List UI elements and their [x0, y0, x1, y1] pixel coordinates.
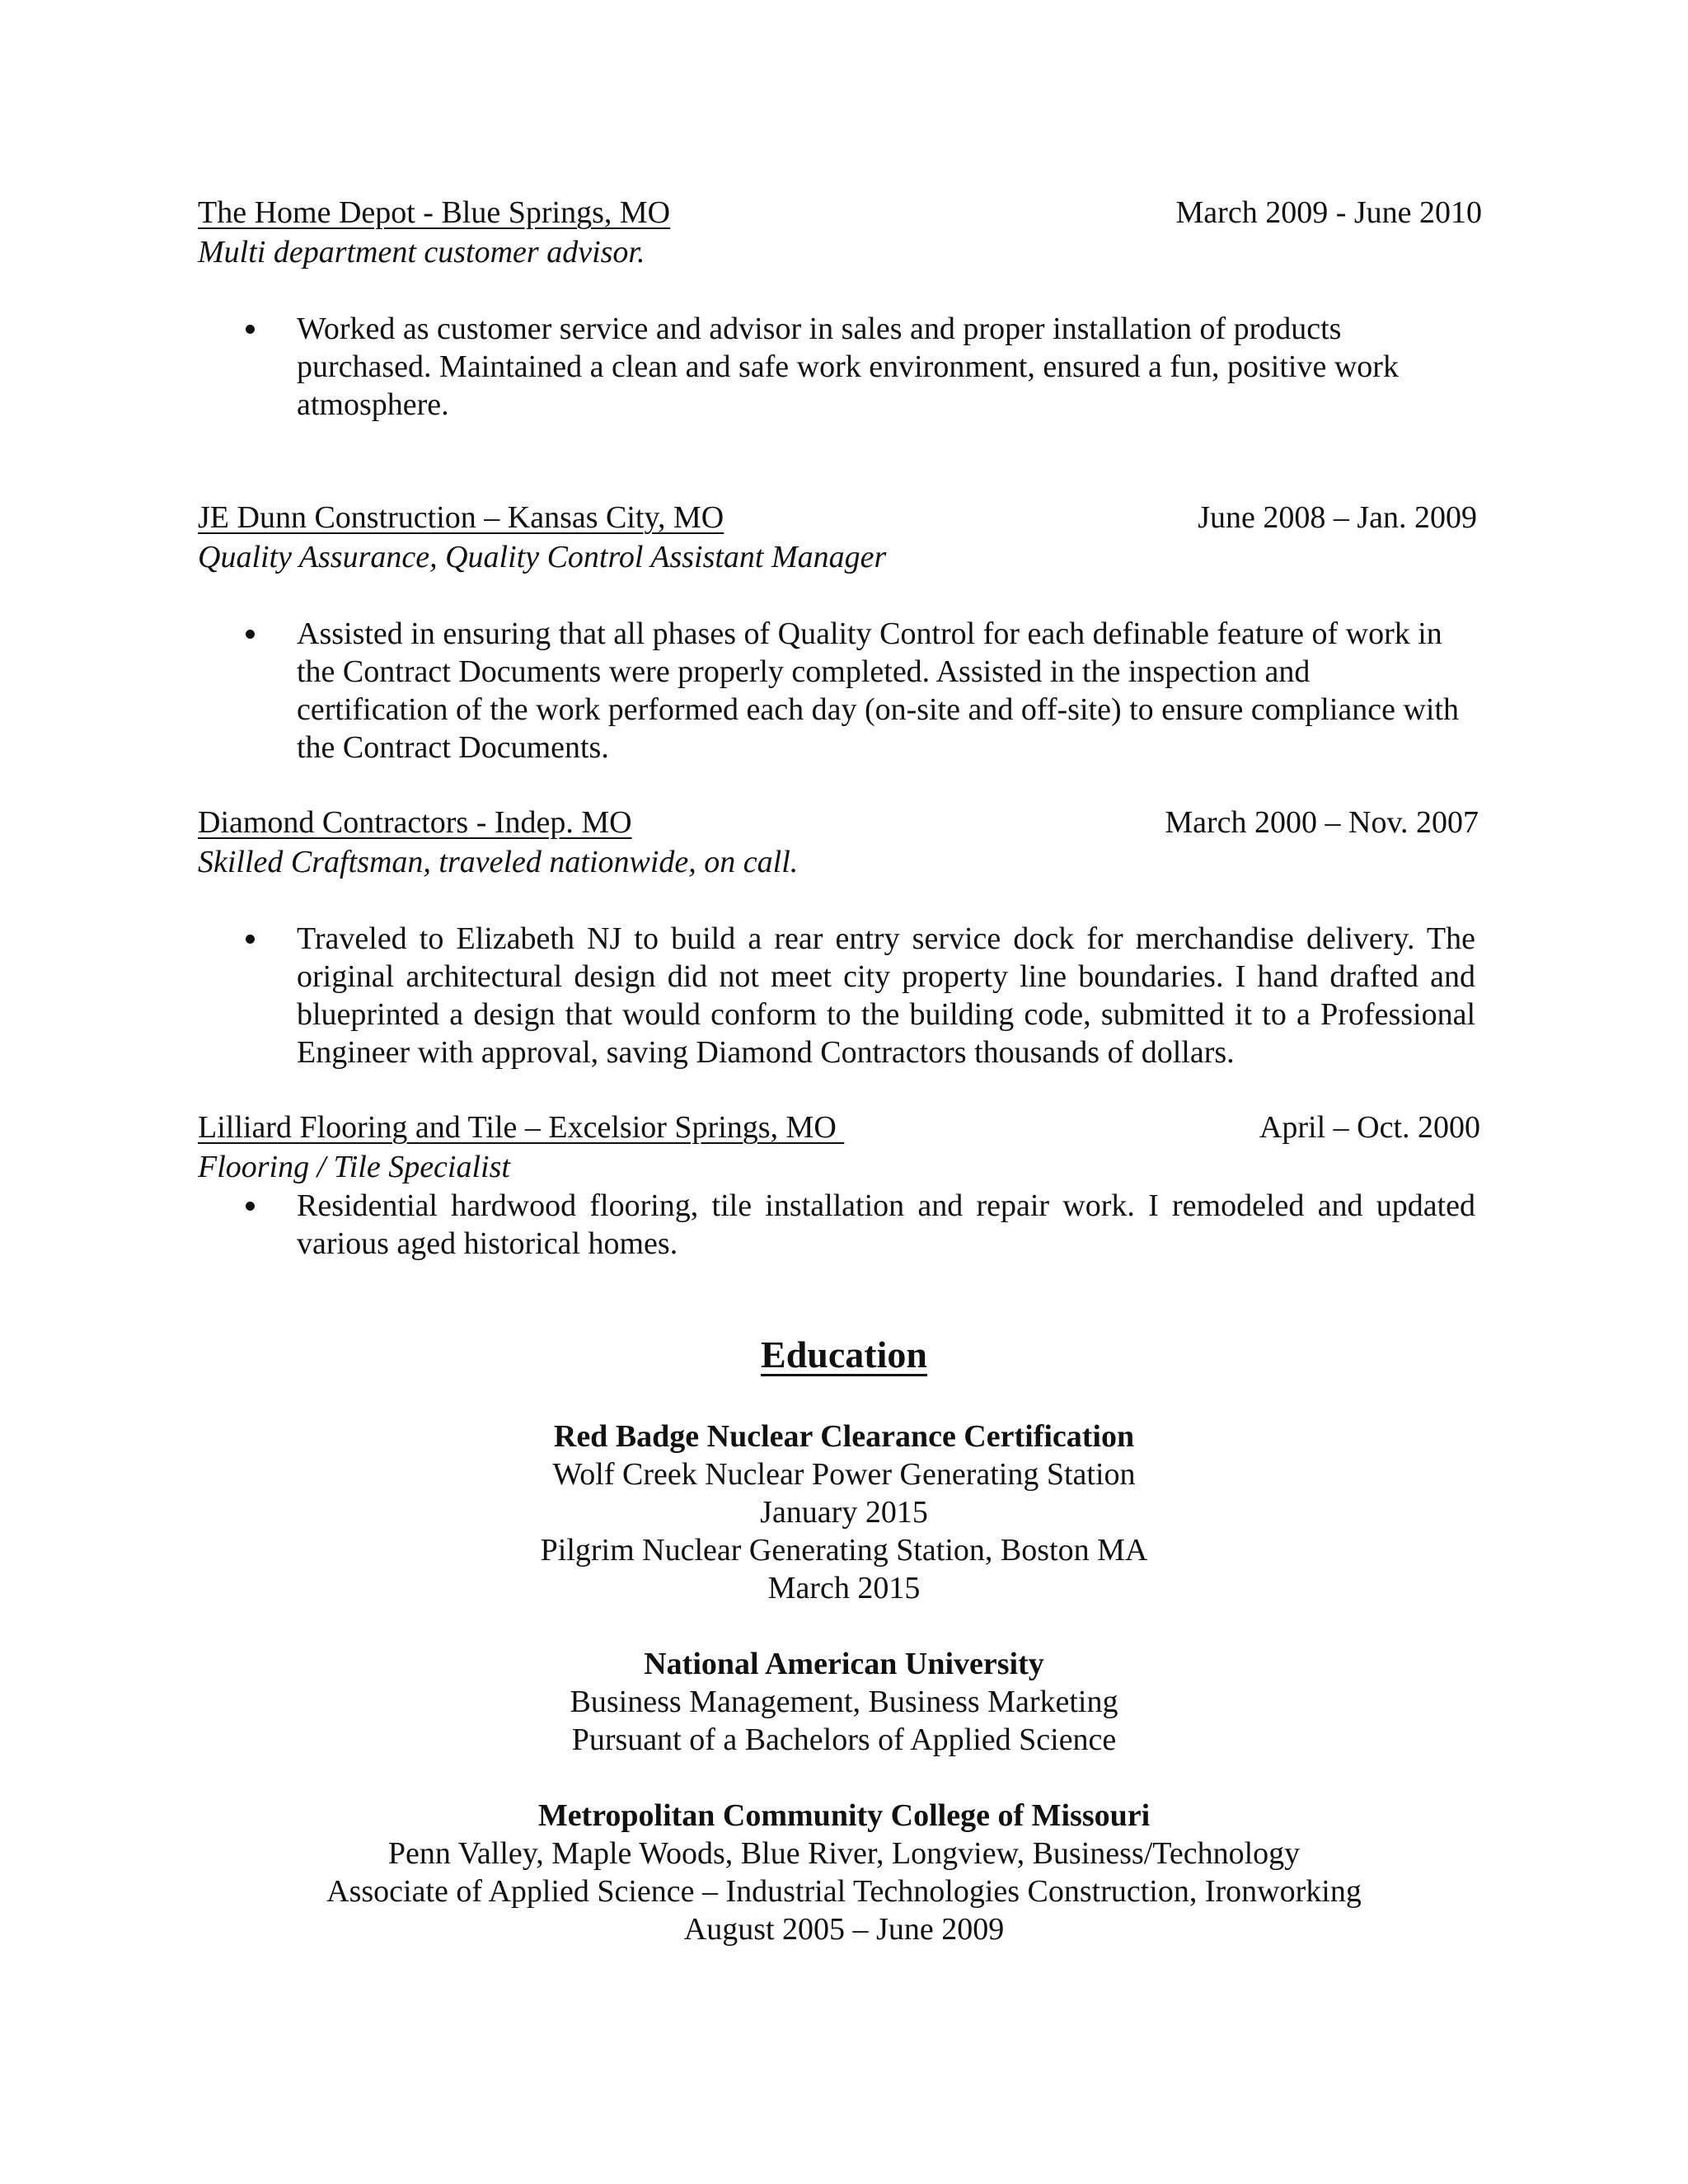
bullet-text: Residential hardwood flooring, tile installation and repair work. I remodeled and updated various aged historical homes.	[297, 1188, 1475, 1261]
job-role: Quality Assurance, Quality Control Assistant Manager	[198, 540, 887, 574]
education-line: March 2015	[767, 1571, 921, 1605]
bullet-text: Traveled to Elizabeth NJ to build a rear entry service dock for merchandise delivery. The original architectural design did not meet city property line boundaries. I hand drafted and blueprinted a design that would conform to the building code, submitted it to a Professional Engineer with approval, saving Diamond Contractors thousands of dollars.	[297, 921, 1475, 1070]
education-line: Business Management, Business Marketing	[570, 1685, 1118, 1719]
job-role: Multi department customer advisor.	[198, 235, 645, 269]
education-line: January 2015	[760, 1495, 928, 1530]
bullet-text: Worked as customer service and advisor in sales and proper installation of products purchased. Maintained a clean and safe work environment, ensured a fun, positive work atmosphere.	[297, 312, 1399, 422]
job-entry-home-depot	[198, 193, 1482, 424]
job-bullets	[198, 1187, 1475, 1263]
job-header	[198, 1108, 1480, 1147]
employment-dates: June 2008 – Jan. 2009	[1198, 500, 1477, 535]
company-name: The Home Depot - Blue Springs, MO	[198, 195, 671, 230]
education-line: Pilgrim Nuclear Generating Station, Boston MA	[540, 1533, 1148, 1568]
education-line: Associate of Applied Science – Industrial Technologies Construction, Ironworking	[326, 1874, 1362, 1909]
job-header	[198, 498, 1475, 537]
education-entry	[0, 1797, 1688, 1948]
job-header	[198, 803, 1479, 842]
job-header	[198, 193, 1482, 232]
bullet-icon	[246, 935, 255, 944]
bullet-item	[198, 310, 1475, 424]
education-line: Penn Valley, Maple Woods, Blue River, Longview, Business/Technology	[387, 1836, 1301, 1871]
job-bullets	[198, 615, 1475, 766]
education-section	[0, 1330, 1688, 1948]
bullet-item	[198, 615, 1475, 766]
job-entry-je-dunn	[198, 498, 1475, 766]
institution-name: National American University	[644, 1647, 1044, 1681]
job-bullets	[198, 310, 1475, 424]
employment-dates: March 2009 - June 2010	[1175, 195, 1482, 230]
bullet-icon	[246, 630, 255, 639]
education-entry	[0, 1418, 1688, 1607]
company-name: Diamond Contractors - Indep. MO	[198, 805, 632, 840]
institution-name: Red Badge Nuclear Clearance Certification	[553, 1419, 1135, 1454]
bullet-item	[198, 920, 1475, 1071]
job-role: Flooring / Tile Specialist	[198, 1150, 510, 1184]
education-entry	[0, 1645, 1688, 1759]
education-line: August 2005 – June 2009	[683, 1912, 1005, 1947]
job-role: Skilled Craftsman, traveled nationwide, on call.	[198, 845, 799, 879]
job-entry-lilliard-flooring	[198, 1108, 1480, 1263]
job-bullets	[198, 920, 1475, 1071]
bullet-item	[198, 1187, 1475, 1263]
employment-dates: April – Oct. 2000	[1259, 1110, 1480, 1145]
employment-dates: March 2000 – Nov. 2007	[1165, 805, 1479, 840]
education-line: Wolf Creek Nuclear Power Generating Station	[552, 1457, 1136, 1492]
job-entry-diamond-contractors	[198, 803, 1479, 1071]
institution-name: Metropolitan Community College of Missouri	[537, 1798, 1151, 1833]
education-heading: Education	[761, 1333, 927, 1376]
bullet-icon	[246, 325, 255, 334]
bullet-text: Assisted in ensuring that all phases of Quality Control for each definable feature of work in the Contract Documents were properly completed. Assisted in the inspection and certification of the work performed each day (on-site and off-site) to ensure compliance with the Contract Documents.	[297, 616, 1460, 765]
education-line: Pursuant of a Bachelors of Applied Science	[571, 1722, 1117, 1757]
company-name: Lilliard Flooring and Tile – Excelsior Springs, MO	[198, 1110, 845, 1145]
bullet-icon	[246, 1202, 255, 1211]
company-name: JE Dunn Construction – Kansas City, MO	[198, 500, 724, 535]
